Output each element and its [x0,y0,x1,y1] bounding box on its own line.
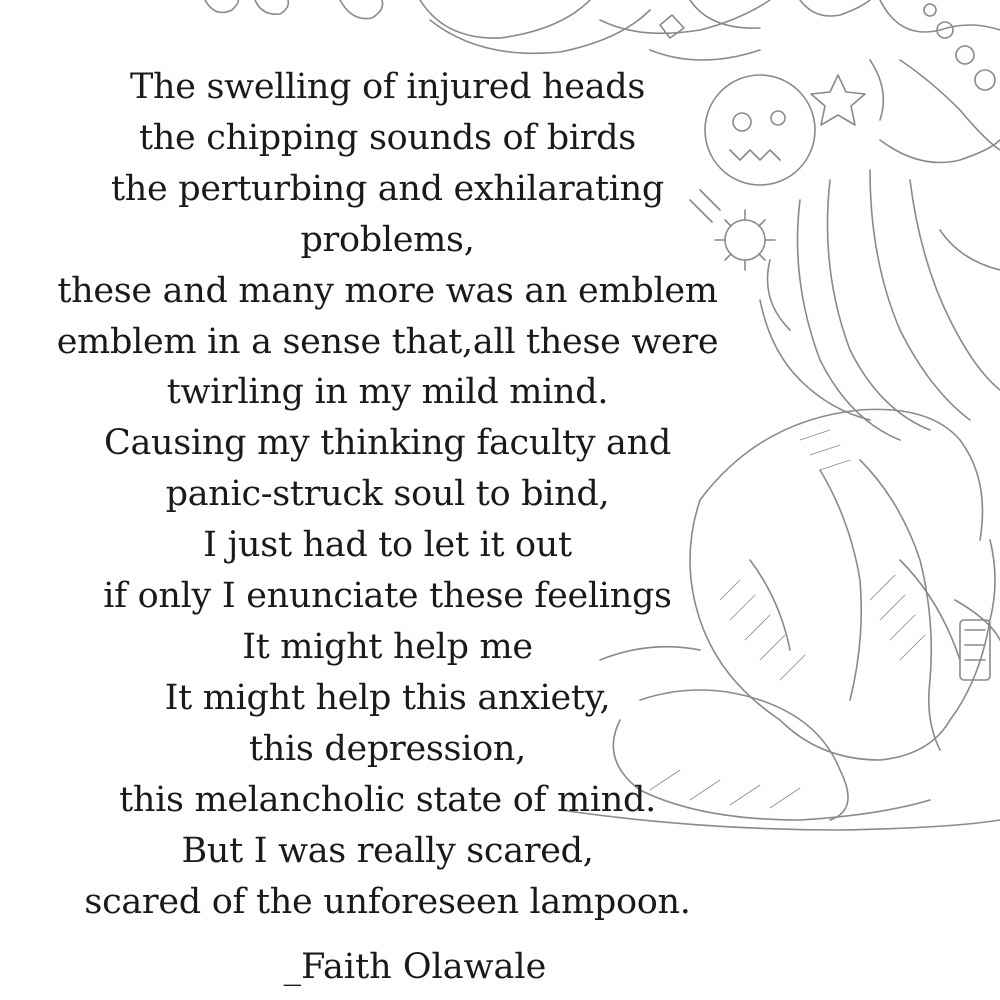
poem-line: emblem in a sense that,all these were [56,321,719,362]
flowing-streams [760,140,1000,440]
author-signature: _Faith Olawale [283,947,547,987]
poem-line: But I was really scared, [181,830,594,871]
poem-line: It might help me [242,626,533,667]
poem-line: Causing my thinking faculty and [104,423,671,464]
poem-text [0,62,775,927]
poem-line: panic-struck soul to bind, [165,474,610,515]
poem-line: the chipping sounds of birds [139,117,636,158]
poem-line: I just had to let it out [203,525,572,566]
poem-line: this melancholic state of mind. [119,779,656,820]
poem-line: this depression, [249,728,526,769]
poem-line: scared of the unforeseen lampoon. [84,881,691,922]
poem-line: problems, [300,219,475,260]
poem-line: It might help this anxiety, [164,677,611,718]
poem-line: The swelling of injured heads [129,67,646,107]
poem-line: the perturbing and exhilarating [111,168,664,209]
poem-line: these and many more was an emblem [57,270,718,311]
poem-line: twirling in my mild mind. [166,372,609,413]
poem-line: if only I enunciate these feelings [103,576,672,617]
